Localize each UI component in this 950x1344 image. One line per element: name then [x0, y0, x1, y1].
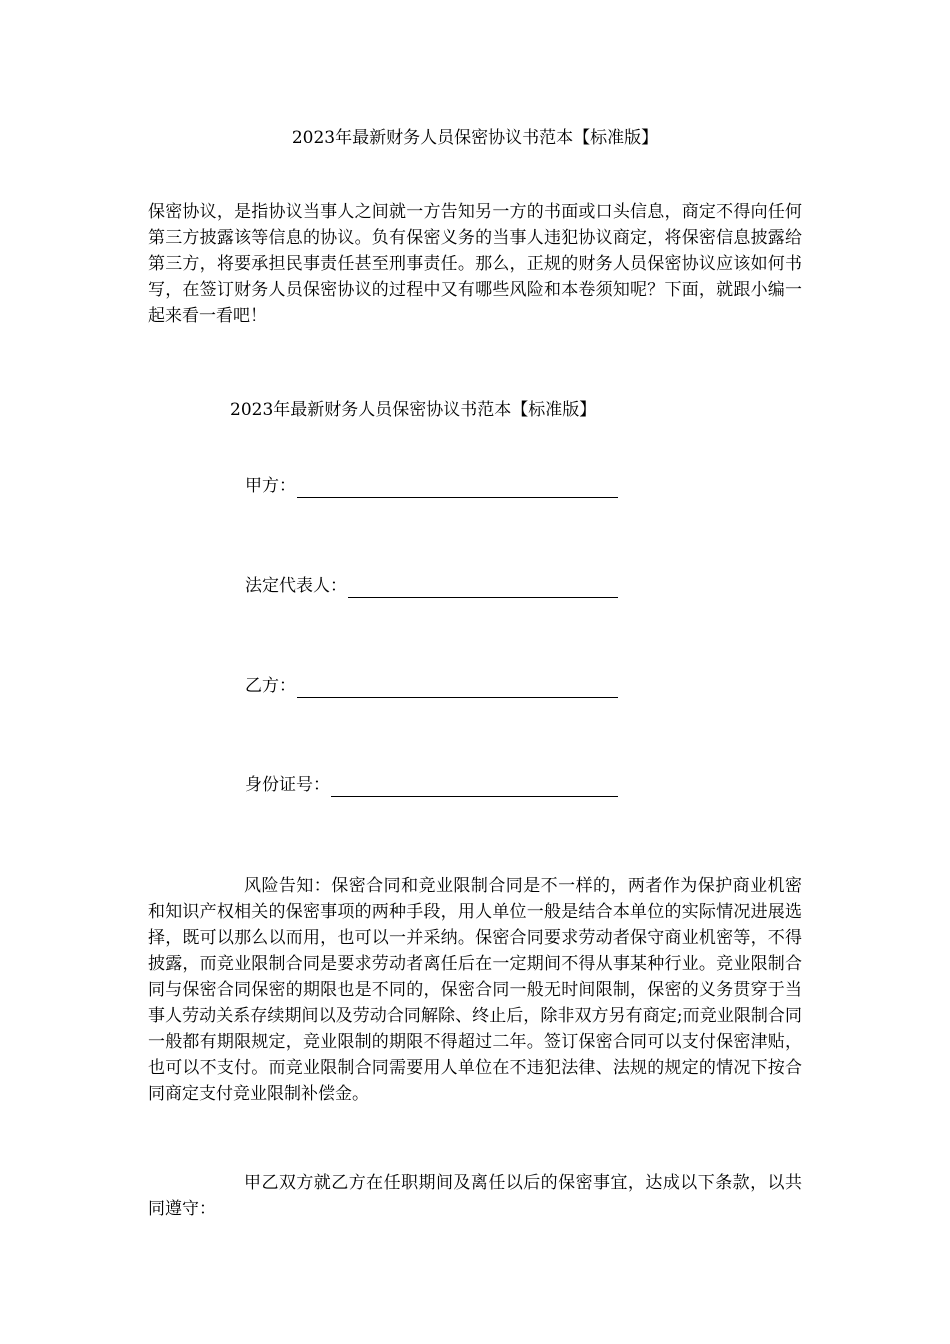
party-b-field — [245, 674, 618, 698]
id-number-blank-line — [331, 776, 618, 797]
party-b-blank-line — [297, 677, 618, 698]
risk-notice-paragraph: 风险告知：保密合同和竞业限制合同是不一样的，两者作为保护商业机密和知识产权相关的保密事项的两种手段，用人单位一般是结合本单位的实际情况进展选择，既可以那么以而用，也可以一并采纳。保密合同要求劳动者保守商业机密等，不得披露，而竞业限制合同是要求劳动者离任后在一定期间不得从事某种行业。竞业限制合同与保密合同保密的期限也是不同的，保密合同一般无时间限制，保密的义务贯穿于当事人劳动关系存续期间以及劳动合同解除、终止后，除非双方另有商定;而竞业限制合同一般都有期限规定，竞业限制的期限不得超过二年。签订保密合同可以支付保密津贴，也可以不支付。而竞业限制合同需要用人单位在不违犯法律、法规的规定的情况下按合同商定支付竞业限制补偿金。 — [148, 876, 802, 1104]
document-subtitle: 2023年最新财务人员保密协议书范本【标准版】 — [230, 400, 597, 420]
intro-paragraph: 保密协议，是指协议当事人之间就一方告知另一方的书面或口头信息，商定不得向任何第三方披露该等信息的协议。负有保密义务的当事人违犯协议商定，将保密信息披露给第三方，将要承担民事责任甚至刑事责任。那么，正规的财务人员保密协议应该如何书写，在签订财务人员保密协议的过程中又有哪些风险和本卷须知呢？下面，就跟小编一起来看一看吧！ — [148, 202, 802, 326]
document-title: 2023年最新财务人员保密协议书范本【标准版】 — [291, 128, 659, 148]
id-number-label: 身份证号： — [245, 775, 330, 795]
agreement-intro-paragraph: 甲乙双方就乙方在任职期间及离任以后的保密事宜，达成以下条款，以共同遵守： — [148, 1173, 802, 1219]
party-a-blank-line — [297, 477, 618, 498]
legal-rep-field — [245, 574, 618, 598]
legal-rep-label: 法定代表人： — [245, 576, 347, 596]
party-a-label: 甲方： — [245, 476, 296, 496]
party-b-label: 乙方： — [245, 676, 296, 696]
id-number-field — [245, 773, 618, 797]
party-a-field — [245, 474, 618, 498]
legal-rep-blank-line — [348, 577, 618, 598]
